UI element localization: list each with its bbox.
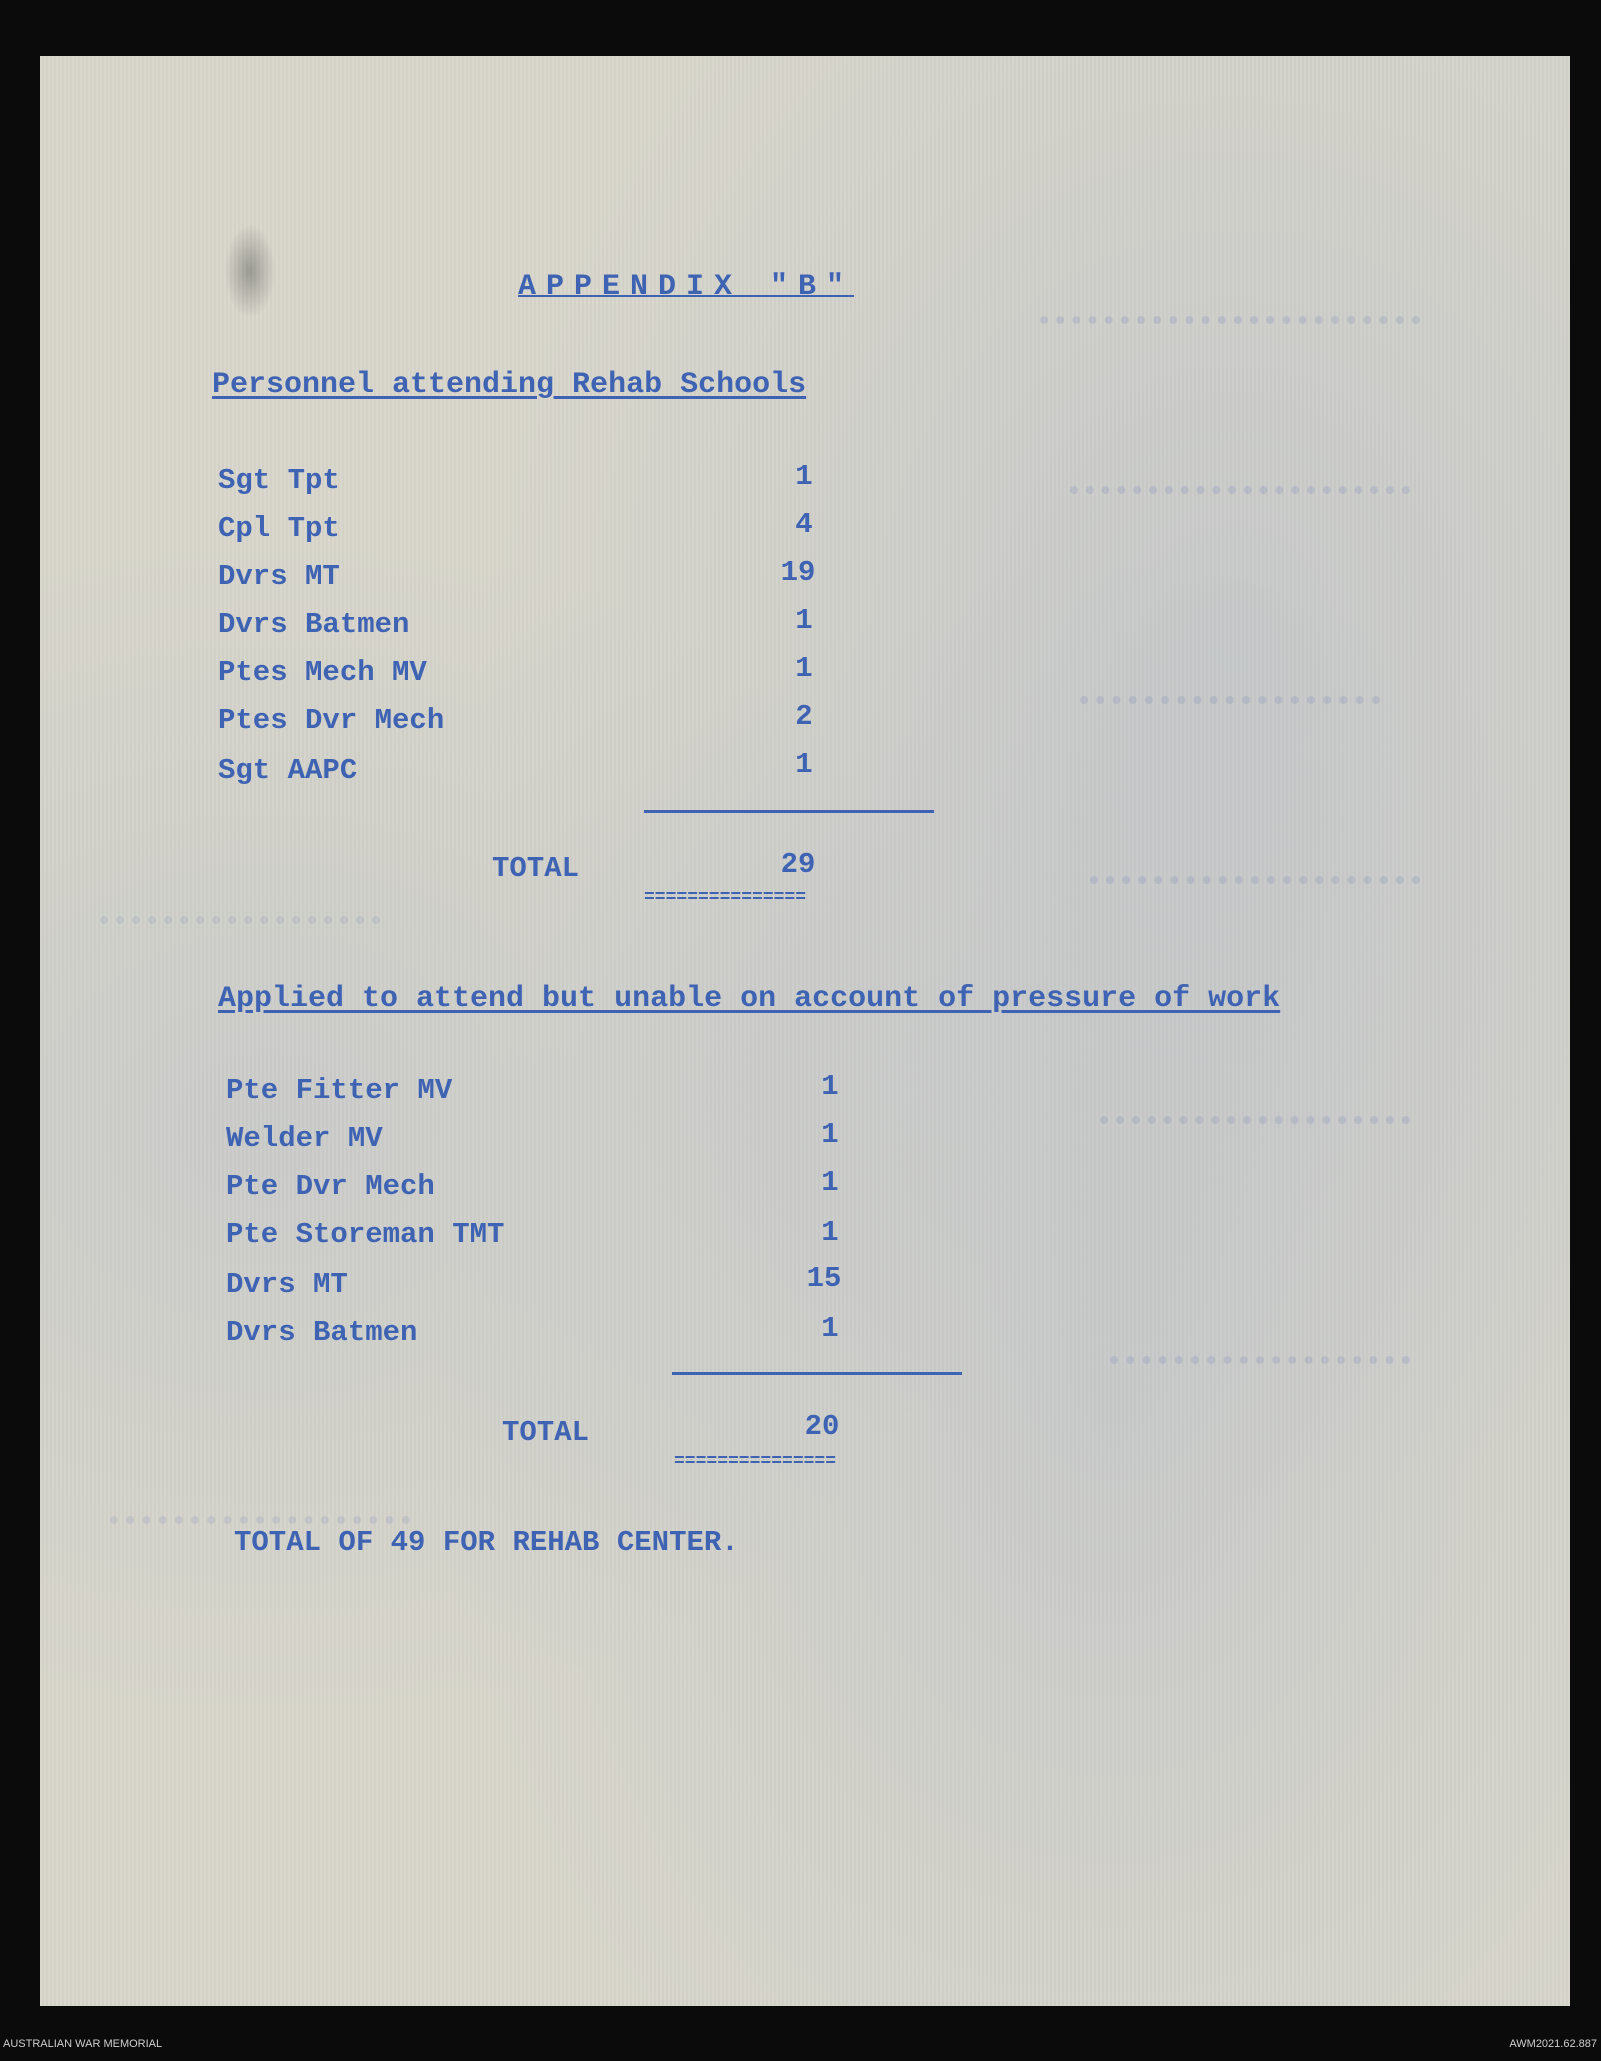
total-label: TOTAL <box>502 1416 590 1449</box>
row-value: 1 <box>795 652 813 685</box>
row-label: Dvrs Batmen <box>226 1316 418 1349</box>
row-label: Welder MV <box>226 1122 383 1155</box>
row-label: Sgt AAPC <box>218 754 358 787</box>
total-value: 20 <box>804 1410 840 1443</box>
row-label: Dvrs MT <box>226 1268 348 1301</box>
row-value: 15 <box>806 1262 842 1295</box>
section-heading-unable: Applied to attend but unable on account of pressure of work <box>218 982 1281 1016</box>
row-label: Ptes Mech MV <box>218 656 427 689</box>
row-value: 1 <box>821 1166 839 1199</box>
row-label: Pte Storeman TMT <box>226 1218 505 1251</box>
section-heading-attending: Personnel attending Rehab Schools <box>212 368 807 402</box>
bleed-through-mark <box>1090 876 1420 902</box>
bleed-through-mark <box>1110 1356 1410 1382</box>
row-label: Sgt Tpt <box>218 464 340 497</box>
row-label: Pte Fitter MV <box>226 1074 453 1107</box>
row-value: 4 <box>795 508 813 541</box>
row-value: 1 <box>821 1118 839 1151</box>
row-value: 1 <box>821 1216 839 1249</box>
bleed-through-mark <box>1040 316 1420 342</box>
document-page <box>40 56 1570 2006</box>
row-label: Pte Dvr Mech <box>226 1170 435 1203</box>
row-value: 1 <box>795 748 813 781</box>
bleed-through-mark <box>1070 486 1410 512</box>
row-label: Ptes Dvr Mech <box>218 704 445 737</box>
row-label: Cpl Tpt <box>218 512 340 545</box>
row-value: 1 <box>821 1070 839 1103</box>
bleed-through-mark <box>100 916 380 942</box>
subtotal-rule <box>644 810 934 813</box>
paper-damage <box>220 216 280 326</box>
total-label: TOTAL <box>492 852 580 885</box>
double-rule: =============== <box>674 1452 837 1472</box>
total-value: 29 <box>780 848 816 881</box>
row-value: 1 <box>795 604 813 637</box>
row-value: 19 <box>780 556 816 589</box>
row-label: Dvrs MT <box>218 560 340 593</box>
subtotal-rule <box>672 1372 962 1375</box>
archive-footer-right: AWM2021.62.887 <box>1509 2038 1597 2050</box>
row-label: Dvrs Batmen <box>218 608 410 641</box>
bleed-through-mark <box>1100 1116 1410 1142</box>
summary-line: TOTAL OF 49 FOR REHAB CENTER. <box>234 1526 739 1559</box>
row-value: 2 <box>795 700 813 733</box>
appendix-title: APPENDIX "B" <box>518 270 855 304</box>
row-value: 1 <box>795 460 813 493</box>
archive-footer-left: AUSTRALIAN WAR MEMORIAL <box>3 2038 163 2050</box>
bleed-through-mark <box>1080 696 1380 722</box>
double-rule: =============== <box>644 888 807 908</box>
row-value: 1 <box>821 1312 839 1345</box>
